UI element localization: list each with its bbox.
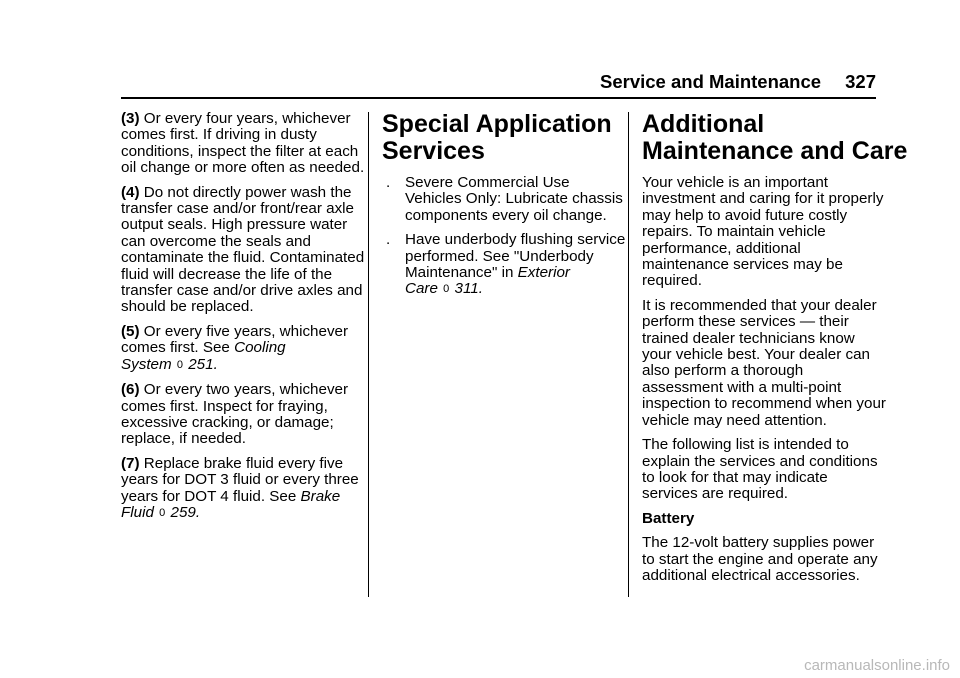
- cross-reference-link[interactable]: System: [121, 355, 172, 373]
- column-divider-right: [628, 112, 629, 597]
- note-5: (5) Or every five years, whichever comes first. See Cooling System 0 251.: [121, 322, 349, 373]
- note-label: (4): [121, 183, 140, 201]
- subheading-battery: Battery: [642, 509, 695, 527]
- note-4: (4) Do not directly power wash the transfer case and/or front/rear axle output seals. High pressure water can overcome the seals and contaminate the fluid. Contaminated fluid will decrease the life of the transfer case and/or drive axles and should be replaced.: [121, 183, 365, 316]
- page-section-title: Service and Maintenance: [600, 71, 822, 92]
- middle-column: [382, 110, 626, 307]
- watermark: carmanualsonline.info: [804, 657, 950, 674]
- page-number: 327: [845, 71, 876, 92]
- page-reference-icon: 0: [176, 358, 183, 371]
- bullet-icon: .: [386, 231, 391, 249]
- cross-reference-link[interactable]: Care: [405, 280, 438, 298]
- list-item: . Have underbody flushing service performed. See "Underbody Maintenance" in Exterior Care 0 311.: [386, 231, 626, 298]
- header-divider: [121, 97, 876, 99]
- column-divider-left: [368, 112, 369, 597]
- note-label: (3): [121, 110, 140, 127]
- paragraph: The 12-volt battery supplies power to start the engine and operate any additional electrical accessories.: [642, 534, 878, 584]
- note-3: (3) Or every four years, whichever comes first. If driving in dusty conditions, inspect the filter at each oil change or more often as needed.: [121, 110, 365, 177]
- bullet-icon: .: [386, 174, 391, 191]
- paragraph: Your vehicle is an important investment and caring for it properly may help to avoid future costly repairs. To maintain vehicle performance, additional maintenance services may be required.: [642, 174, 884, 290]
- note-label: (5): [121, 322, 140, 340]
- note-label: (7): [121, 454, 140, 472]
- note-label: (6): [121, 381, 140, 399]
- left-column: [121, 110, 365, 530]
- paragraph: The following list is intended to explain the services and conditions to look for that may indicate services are required.: [642, 436, 878, 503]
- page-reference-number[interactable]: 259.: [170, 503, 201, 521]
- page-reference-icon: 0: [159, 506, 166, 519]
- list-item: . Severe Commercial Use Vehicles Only: Lubricate chassis components every oil change.: [386, 174, 623, 224]
- cross-reference-link[interactable]: Cooling: [234, 339, 286, 357]
- note-6: (6) Or every two years, whichever comes first. Inspect for fraying, excessive cracking, or damage; replace, if needed.: [121, 381, 349, 448]
- note-7: (7) Replace brake fluid every five years for DOT 3 fluid or every three years for DOT 4 fluid. See Brake Fluid 0 259.: [121, 454, 359, 521]
- section-heading-special-application: Special Application Services: [382, 110, 612, 165]
- page-reference-number[interactable]: 311.: [454, 280, 483, 298]
- cross-reference-link[interactable]: Fluid: [121, 503, 154, 521]
- paragraph: It is recommended that your dealer perform these services — their trained dealer technicians know your vehicle best. Your dealer can also perform a thorough assessment with a multi-point inspection to recommend when your vehicle may need attention.: [642, 296, 886, 429]
- cross-reference-link[interactable]: Brake: [300, 487, 341, 505]
- page-reference-icon: 0: [443, 283, 450, 296]
- right-column: [642, 110, 908, 592]
- section-heading-additional-maintenance: Additional Maintenance and Care: [642, 110, 908, 165]
- page-reference-number[interactable]: 251.: [188, 355, 218, 373]
- cross-reference-link[interactable]: Exterior: [517, 264, 570, 282]
